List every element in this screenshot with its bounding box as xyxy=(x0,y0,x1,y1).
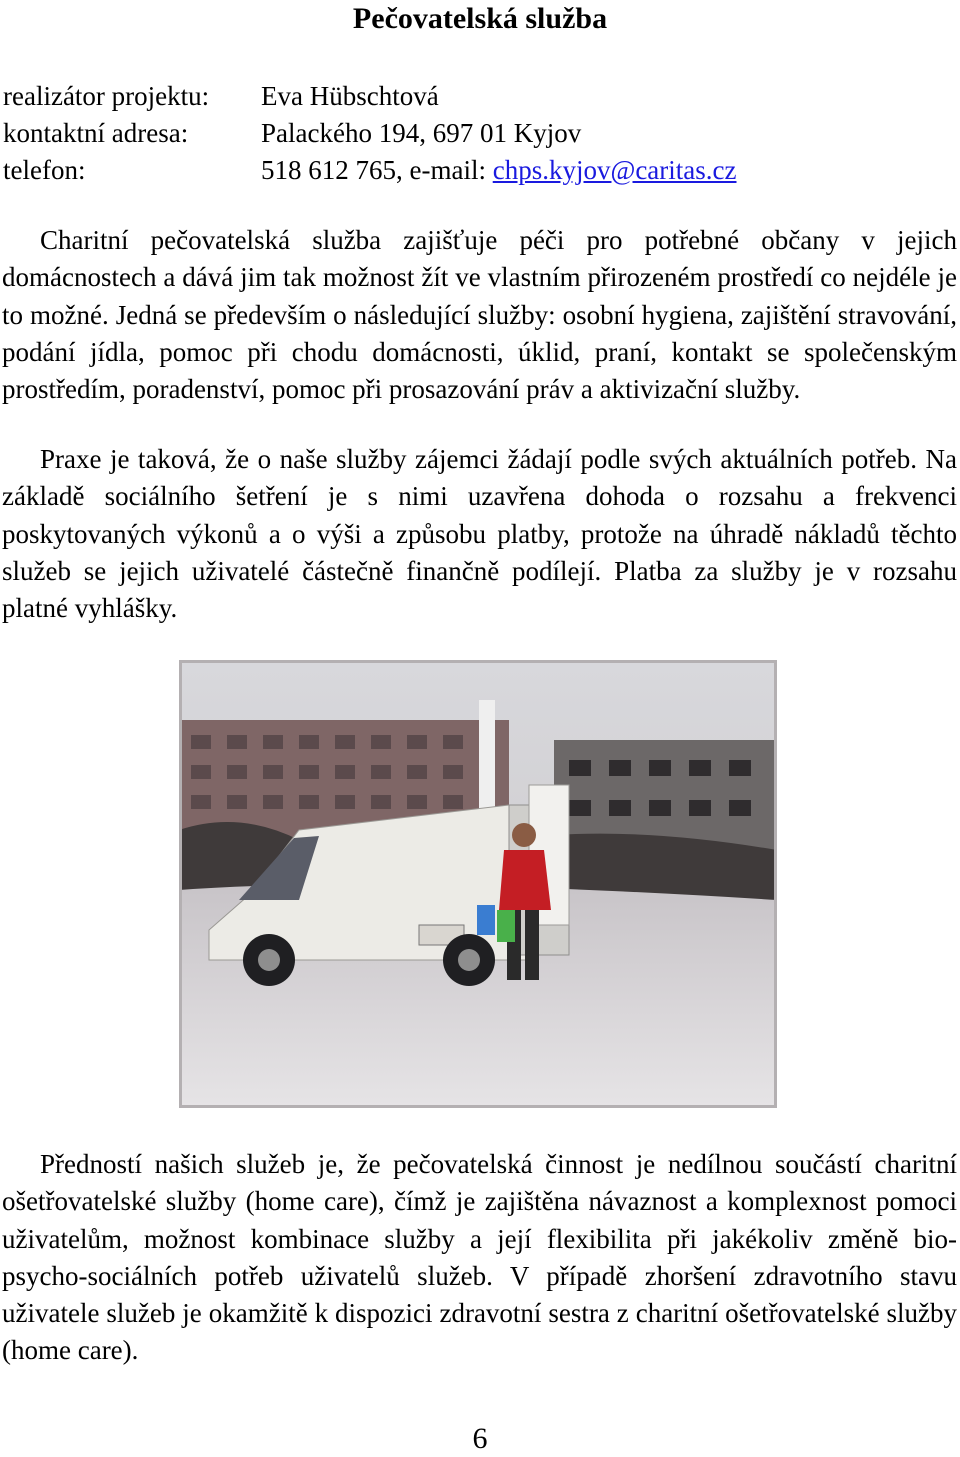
contact-row-realizator xyxy=(3,77,439,115)
address-value: Palackého 194, 697 01 Kyjov xyxy=(261,118,582,148)
address-label: kontaktní adresa: xyxy=(3,118,189,148)
phone-label: telefon: xyxy=(3,155,86,185)
page-title: Pečovatelská služba xyxy=(352,2,608,35)
contact-row-address xyxy=(3,114,581,152)
photo-van-in-snow xyxy=(179,660,777,1108)
phone-value: 518 612 765, e-mail: xyxy=(261,155,493,185)
paragraph-practice: Praxe je taková, že o naše služby zájemci žádají podle svých aktuálních potřeb. Na základě sociálního šetření je s nimi uzavřena dohoda o rozsahu a frekvenci poskytovaných výkonů a o výši a způsobu platby, protože na úhradě nákladů těchto služeb se jejich uživatelé částečně finančně podílejí. Platba za služby je v rozsahu platné vyhlášky. xyxy=(2,444,957,624)
paragraph-advantages: Předností našich služeb je, že pečovatelská činnost je nedílnou součástí charitní ošetřovatelské služby (home care), čímž je zajištěna návaznost a komplexnost pomoci uživatelům, možnost kombinace služby a její flexibilita při jakékoliv změně bio-psycho-sociálních potřeb uživatelů služeb. V případě zhoršení zdravotního stavu uživatele služeb je okamžitě k dispozici zdravotní sestra z charitní ošetřovatelské služby (home care). xyxy=(2,1149,957,1366)
paragraph-intro: Charitní pečovatelská služba zajišťuje péči pro potřebné občany v jejich domácnostech a dává jim tak možnost žít ve vlastním přirozeném prostředí co nejdéle je to možné. Jedná se především o následující služby: osobní hygiena, zajištění stravování, podání jídla, pomoc při chodu domácnosti, úklid, praní, kontakt se společenským prostředím, poradenství, pomoc při prosazování práv a aktivizační služby. xyxy=(2,225,957,405)
page-number: 6 xyxy=(472,1422,488,1455)
realizator-value: Eva Hübschtová xyxy=(261,81,439,111)
contact-row-phone xyxy=(3,151,737,189)
realizator-label: realizátor projektu: xyxy=(3,81,210,111)
email-link[interactable]: chps.kyjov@caritas.cz xyxy=(492,155,737,185)
